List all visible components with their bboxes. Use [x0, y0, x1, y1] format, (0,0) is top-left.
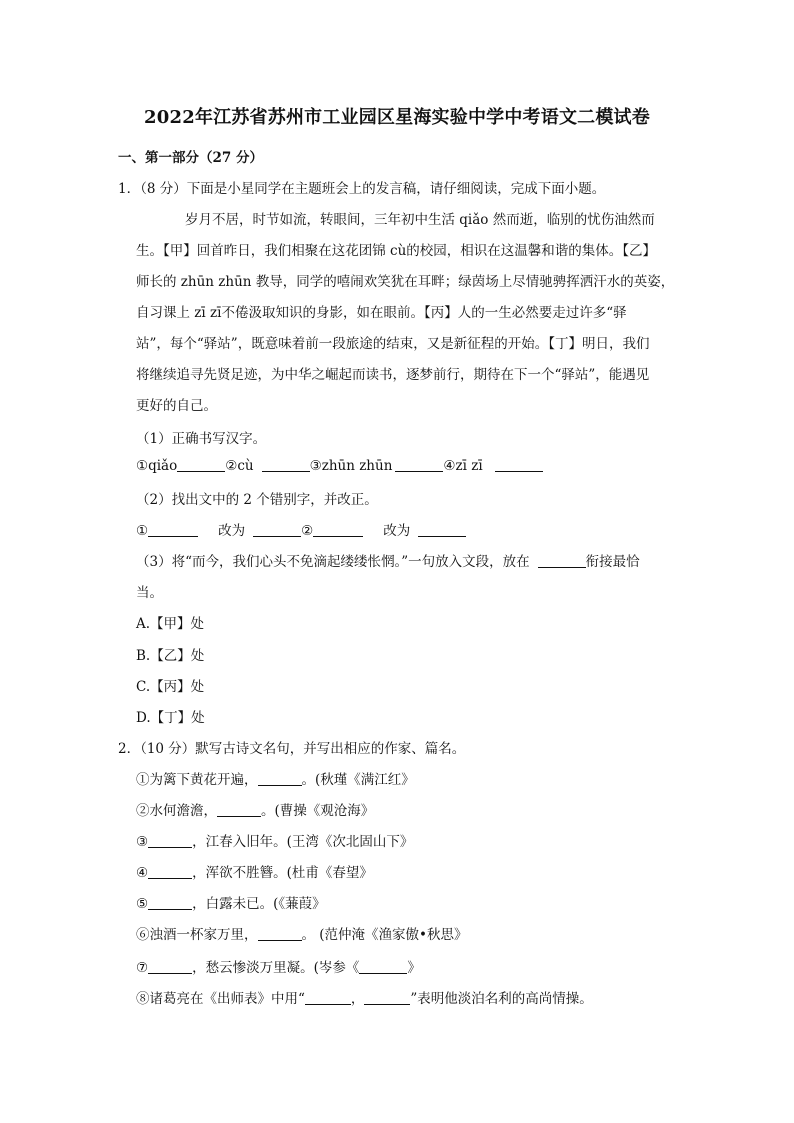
- option-c[interactable]: C.【丙】处: [136, 679, 205, 695]
- passage-line: 师长的 zhūn zhūn 教导，同学的嘻闹欢笑犹在耳畔；绿茵场上尽情驰骋挥洒汗水的英姿，: [136, 274, 675, 290]
- question-1-stem: 1．（8 分）下面是小星同学在主题班会上的发言稿，请仔细阅读，完成下面小题。: [118, 181, 606, 197]
- answer-blank[interactable]: [148, 959, 192, 974]
- answer-blank[interactable]: [364, 990, 410, 1005]
- answer-blank[interactable]: [177, 457, 225, 472]
- passage-line: 更好的自己。: [136, 398, 217, 414]
- answer-blank[interactable]: [148, 895, 192, 910]
- subquestion-3: （3）将“而今，我们心头不免滴起缕缕怅惘。”一句放入文段，放在 衔接最恰: [136, 554, 640, 570]
- answer-blank[interactable]: [305, 990, 351, 1005]
- recitation-item: ③ ，江春入旧年。(王湾《次北固山下》: [136, 834, 414, 850]
- answer-blank[interactable]: [148, 522, 198, 537]
- option-b[interactable]: B.【乙】处: [136, 648, 205, 664]
- answer-blank[interactable]: [313, 522, 363, 537]
- passage-line: 站”，每个“驿站”，既意味着前一段旅途的结束，又是新征程的开始。【丁】明日，我们: [136, 336, 650, 352]
- passage-line: 生。【甲】回首昨日，我们相聚在这花团锦 cù的校园，相识在这温馨和谐的集体。【乙】: [136, 243, 657, 259]
- answer-blank[interactable]: [258, 926, 302, 941]
- question-2-stem: 2．（10 分）默写古诗文名句，并写出相应的作家、篇名。: [118, 741, 466, 757]
- item-marker: ①: [136, 523, 149, 539]
- subquestion-2: （2）找出文中的 2 个错别字，并改正。: [136, 492, 378, 508]
- item-marker: ②: [301, 523, 314, 539]
- subquestion-2-answers: [136, 519, 466, 539]
- answer-blank[interactable]: [359, 959, 407, 974]
- subquestion-1: （1）正确书写汉字。: [136, 431, 267, 447]
- recitation-item: ⑦ ，愁云惨淡万里凝。(岑参《 》: [136, 960, 421, 976]
- passage-line: 岁月不居，时节如流，转眼间，三年初中生活 qiǎo 然而逝，临别的忧伤油然而: [185, 212, 655, 228]
- answer-blank[interactable]: [253, 522, 301, 537]
- pinyin-label: ②cù: [225, 458, 254, 474]
- answer-blank[interactable]: [495, 457, 543, 472]
- recitation-item: ④ ，浑欲不胜簪。(杜甫《春望》: [136, 865, 373, 881]
- correction-label: 改为: [383, 523, 411, 539]
- subquestion-3-continued: 当。: [136, 585, 163, 601]
- answer-blank[interactable]: [418, 522, 466, 537]
- correction-label: 改为: [218, 523, 246, 539]
- answer-blank[interactable]: [148, 833, 192, 848]
- answer-blank[interactable]: [258, 771, 302, 786]
- pinyin-label: ①qiǎo: [136, 458, 178, 474]
- recitation-item: ②水何澹澹， 。(曹操《观沧海》: [136, 803, 375, 819]
- section-heading: 一、第一部分（27 分）: [118, 150, 263, 166]
- option-a[interactable]: A.【甲】处: [136, 616, 205, 632]
- answer-blank[interactable]: [538, 553, 586, 568]
- recitation-item: ⑥浊酒一杯家万里， 。 (范仲淹《渔家傲•秋思》: [136, 927, 468, 943]
- pinyin-label: ④zī zī: [443, 458, 483, 474]
- option-d[interactable]: D.【丁】处: [136, 710, 205, 726]
- passage-line: 自习课上 zī zī不倦汲取知识的身影，如在眼前。【丙】人的一生必然要走过许多“驿: [136, 305, 627, 321]
- page-title: 2022年江苏省苏州市工业园区星海实验中学中考语文二模试卷: [144, 107, 650, 128]
- passage-line: 将继续追寻先贤足迹，为中华之崛起而读书，逐梦前行，期待在下一个“驿站”，能遇见: [136, 367, 650, 383]
- recitation-item: ①为篱下黄花开遍， 。(秋瑾《满江红》: [136, 772, 415, 788]
- answer-blank[interactable]: [262, 457, 310, 472]
- answer-blank[interactable]: [148, 864, 192, 879]
- pinyin-label: ③zhūn zhūn: [309, 458, 393, 474]
- recitation-item: ⑧诸葛亮在《出师表》中用“ ， ”表明他淡泊名利的高尚情操。: [136, 991, 593, 1007]
- subquestion-1-answers: [136, 457, 543, 474]
- answer-blank[interactable]: [217, 802, 261, 817]
- answer-blank[interactable]: [395, 457, 443, 472]
- recitation-item: ⑤ ，白露未已。(《蒹葭》: [136, 896, 326, 912]
